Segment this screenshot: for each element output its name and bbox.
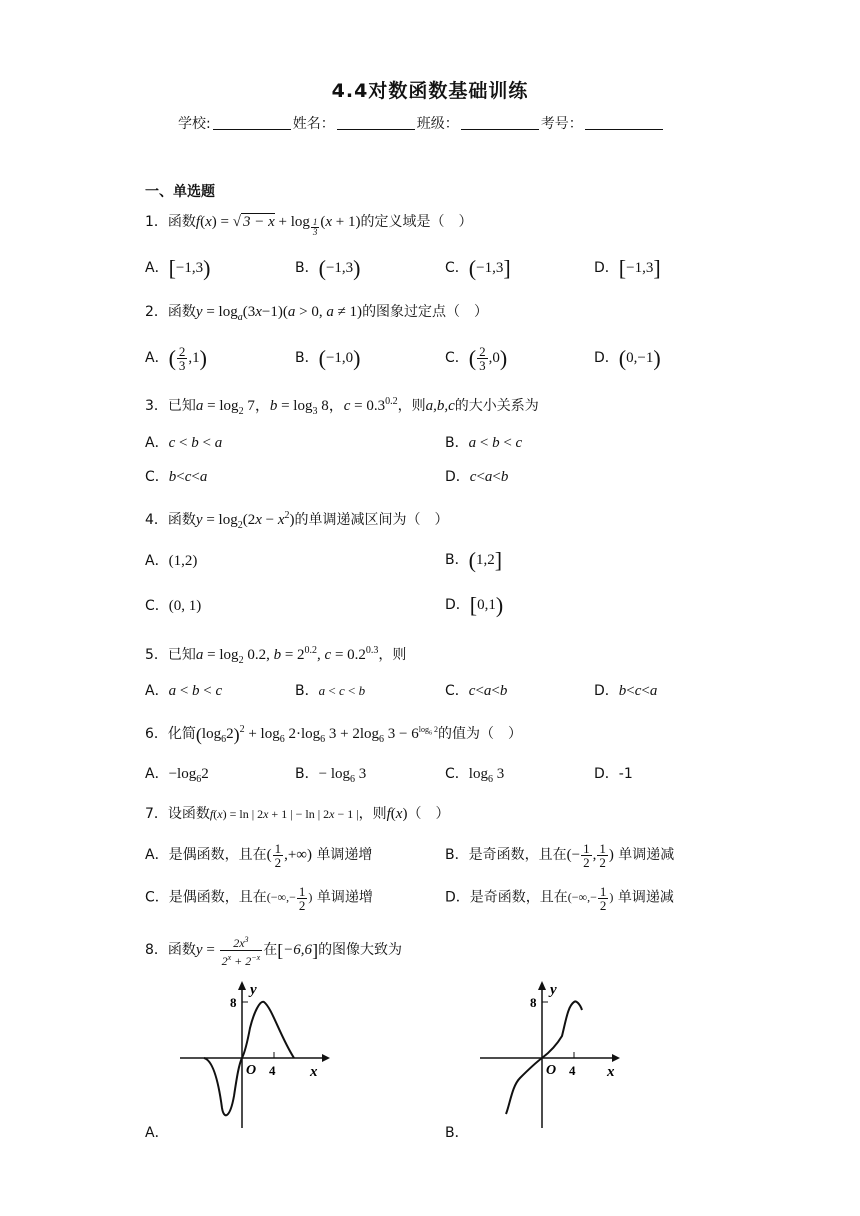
option-6a[interactable] [145, 763, 209, 791]
option-3d[interactable] [445, 466, 508, 488]
class-label: 班级： [416, 116, 459, 132]
question-text-end: 的大小关系为 [454, 398, 539, 414]
option-7b[interactable] [445, 842, 674, 869]
question-text-end: 的值为（ ） [438, 726, 522, 742]
question-formula: $y = \log_a(3x-1)(a > 0$, a ≠ 1) [195, 304, 363, 323]
y-tick-label: 8 [530, 995, 537, 1010]
option-label: D．是奇函数，且在 [445, 889, 568, 906]
option-4c[interactable] [145, 595, 201, 617]
question-5 [145, 640, 406, 672]
option-1d[interactable] [594, 257, 661, 280]
option-1c[interactable] [445, 257, 511, 280]
option-math: (1,2) [168, 553, 198, 569]
option-label: C． [145, 469, 169, 485]
option-math: a < c < b [318, 683, 366, 698]
question-number: 2． [145, 304, 168, 320]
option-label: B． [295, 683, 319, 699]
option-text: 单调递减 [617, 889, 674, 906]
question-8 [145, 933, 402, 968]
option-3c[interactable] [145, 466, 207, 488]
graph-option-a [176, 978, 346, 1130]
question-formula: $a = \log_2 7$，$b = \log_3 8$，$c = 0.3^{0.2}$ [195, 396, 398, 417]
option-2c[interactable] [445, 345, 507, 372]
question-text: 函数 [167, 214, 196, 230]
option-6c[interactable] [445, 763, 504, 791]
student-info-line [178, 113, 665, 133]
question-1 [145, 211, 473, 239]
x-axis-label: x [607, 1064, 615, 1080]
option-math: (−∞,− $\frac{1}{2}$ ) [266, 884, 313, 913]
name-blank[interactable] [337, 115, 415, 130]
x-axis-arrow [322, 1054, 330, 1062]
option-label: B． [295, 766, 319, 782]
section-heading: 一、单选题 [145, 184, 215, 200]
question-text: 已知 [167, 647, 196, 663]
question-text-mid: ，则 [358, 806, 387, 822]
option-1a[interactable] [145, 257, 210, 280]
y-axis-label: y [250, 982, 257, 998]
option-8b[interactable] [445, 1122, 469, 1144]
option-label: C． [445, 260, 469, 276]
option-text: 单调递增 [316, 889, 373, 906]
question-number: 7． [145, 806, 168, 822]
option-text: 单调递减 [618, 846, 675, 863]
question-formula: f(x) = ln | 2x + 1 | − ln | 2x − 1 | [209, 807, 359, 821]
option-label: C． [445, 683, 469, 699]
option-math: (− $\frac{1}{2}$ , $\frac{1}{2}$ ) [566, 841, 614, 870]
y-tick-label: 8 [230, 995, 237, 1010]
x-tick-label: 4 [269, 1063, 276, 1078]
option-math: [−1,3] [618, 255, 661, 281]
option-label: D． [445, 469, 470, 485]
question-text-end: 的图象过定点（ ） [362, 304, 489, 320]
question-text: 已知 [167, 398, 196, 414]
option-5b[interactable] [295, 680, 365, 702]
option-math: (−1,3] [468, 255, 511, 281]
question-formula: $a = \log_2 0.2$, $b = 2^{0.2}$, $c = 0.2^{0.3}$ [195, 645, 379, 666]
option-5c[interactable] [445, 680, 507, 702]
name-label: 姓名： [292, 116, 335, 132]
question-text: 函数 [167, 941, 196, 958]
option-label: B． [445, 435, 469, 451]
x-axis-arrow [612, 1054, 620, 1062]
option-label: A． [145, 766, 169, 782]
option-label: D． [594, 766, 619, 782]
origin-label: O [246, 1063, 257, 1078]
option-1b[interactable] [295, 257, 360, 280]
option-math: (1,2] [468, 547, 503, 573]
y-axis-arrow [538, 981, 546, 990]
option-math: (0,−1) [618, 345, 661, 371]
option-2d[interactable] [594, 347, 661, 370]
option-4a[interactable] [145, 550, 197, 572]
question-interval: [−6,6] [277, 940, 319, 961]
school-label: 学校: [178, 116, 211, 132]
question-number: 3． [145, 398, 168, 414]
school-blank[interactable] [213, 115, 291, 130]
option-label: B． [445, 552, 469, 568]
option-3a[interactable] [145, 432, 222, 454]
option-label: C． [445, 349, 469, 366]
class-blank[interactable] [461, 115, 539, 130]
option-math: (−1,3) [318, 255, 361, 281]
option-label: B． [295, 260, 319, 276]
option-label: C． [145, 598, 169, 614]
question-vars: a,b,c [425, 398, 455, 414]
question-text-mid: 在 [263, 941, 278, 958]
question-text-end: 的单调递减区间为（ ） [294, 512, 449, 528]
option-6b[interactable] [295, 763, 366, 791]
option-math: $-\log_62$ [168, 766, 209, 785]
option-4b[interactable] [445, 549, 502, 572]
question-text: 函数 [167, 512, 196, 528]
id-label: 考号： [540, 116, 583, 132]
question-number: 8． [145, 941, 168, 958]
option-text: 单调递增 [316, 846, 373, 863]
option-math: c < b < a [168, 435, 223, 451]
origin-label: O [546, 1063, 557, 1078]
question-formula: y = $\frac{2x^3}{2^x + 2^{-x}}$ [195, 935, 261, 968]
option-label: D． [594, 683, 619, 699]
option-label: A．是偶函数，且在 [145, 846, 267, 863]
option-2b[interactable] [295, 347, 360, 370]
question-text: 设函数 [167, 806, 210, 822]
option-label: A． [145, 553, 169, 569]
option-math: a < b < c [168, 683, 223, 699]
option-label: A． [145, 1125, 169, 1141]
question-text: 化简 [167, 726, 196, 742]
id-blank[interactable] [585, 115, 663, 130]
option-label: B． [445, 1125, 469, 1141]
question-4 [145, 505, 449, 537]
option-7a[interactable] [145, 842, 372, 869]
option-3b[interactable] [445, 432, 522, 454]
option-label: D． [594, 350, 619, 366]
option-5d[interactable] [594, 680, 657, 702]
option-math: ( $\frac{2}{3}$ ,0) [468, 344, 508, 373]
question-formula: f [195, 214, 201, 230]
option-2a[interactable] [145, 345, 207, 372]
option-math: a < b < c [468, 435, 523, 451]
option-text: -1 [618, 766, 633, 782]
option-math: b<c<a [168, 469, 208, 485]
option-math: (0, 1) [168, 598, 202, 614]
question-number: 1． [145, 214, 168, 230]
question-number: 6． [145, 726, 168, 742]
y-axis-label: y [550, 982, 557, 998]
option-math: (−1,0) [318, 345, 361, 371]
option-math: $\log_6 3$ [468, 766, 505, 785]
question-formula: $(\log_62)^2 + \log_6 2\cdot\log_6$ $3 + 2\log_6$ $3 - 6^{log_6 2}$ [195, 724, 438, 745]
question-7 [145, 803, 449, 825]
option-math: ( $\frac{2}{3}$ ,1) [168, 344, 207, 373]
x-axis-label: x [310, 1064, 318, 1080]
option-math: [−1,3) [168, 255, 211, 281]
question-number: 5． [145, 647, 168, 663]
option-5a[interactable] [145, 680, 222, 702]
question-formula: $y = \log_2(2x - x^2)$ [195, 510, 295, 531]
option-4d[interactable] [445, 594, 503, 617]
graph-option-b [476, 978, 646, 1130]
question-formula-2: f(x) [386, 806, 408, 822]
question-text: 函数 [167, 304, 196, 320]
option-label: A． [145, 349, 169, 366]
page-title: 4.4对数函数基础训练 [331, 80, 529, 102]
option-8a[interactable] [145, 1122, 169, 1144]
option-math: c<a<b [468, 683, 508, 699]
question-text-end: （ ） [407, 806, 450, 822]
option-math: ( $\frac{1}{2}$ ,+∞) [266, 841, 312, 870]
option-label: A． [145, 260, 169, 276]
question-2 [145, 301, 488, 329]
option-math: [0,1) [469, 592, 504, 618]
option-label: D． [594, 260, 619, 276]
option-7c[interactable] [145, 885, 373, 912]
option-label: A． [145, 683, 169, 699]
x-tick-label: 4 [569, 1063, 576, 1078]
question-3 [145, 391, 539, 423]
y-axis-arrow [238, 981, 246, 990]
option-6d[interactable] [594, 763, 633, 785]
question-text-end: 的图像大致为 [318, 941, 403, 958]
option-math: (−∞,− $\frac{1}{2}$ ) [567, 884, 614, 913]
option-label: D． [445, 597, 470, 613]
question-text-mid: ，则 [397, 398, 426, 414]
question-text-end: 的定义域是（ ） [360, 214, 473, 230]
option-label: A． [145, 435, 169, 451]
formula-part: (x) = √ 3 − x + log $_{\frac{1}{3}}$ (x + 1) [200, 214, 361, 238]
option-label: C．是偶函数，且在 [145, 889, 267, 906]
option-math: b<c<a [618, 683, 658, 699]
option-math: c<a<b [469, 469, 509, 485]
question-number: 4． [145, 512, 168, 528]
question-text-end: ，则 [378, 647, 407, 663]
option-7d[interactable] [445, 885, 674, 912]
option-label: B． [295, 350, 319, 366]
option-math: − $\log_6 3$ [318, 766, 367, 785]
option-label: B．是奇函数，且在 [445, 846, 567, 863]
option-label: C． [445, 766, 469, 782]
question-6 [145, 719, 522, 751]
